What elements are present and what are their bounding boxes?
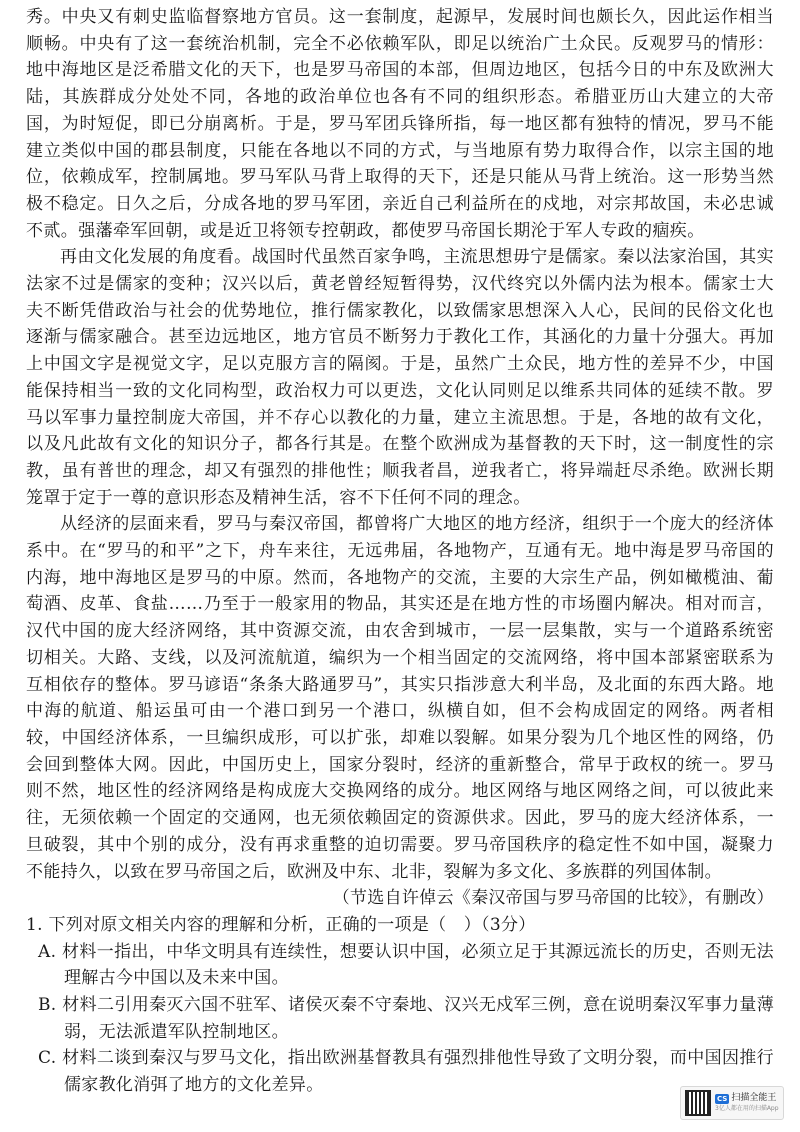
option-b: B. 材料二引用秦灭六国不驻军、诸侯灭秦不守秦地、汉兴无戍军三例，意在说明秦汉军事力量薄弱，无法派遣军队控制地区。 [38,995,774,1042]
camscanner-logo-icon: CS [717,1094,728,1103]
paragraph-3: 从经济的层面来看，罗马与秦汉帝国，都曾将广大地区的地方经济，组织于一个庞大的经济体系中。在“罗马的和平”之下，舟车来往，无远弗届，各地物产，互通有无。地中海是罗马帝国的内海，地中海地区是罗马的中原。然而，各地物产的交流，主要的大宗生产品，例如橄榄油、葡萄酒、皮革、食盐……乃至于一般家用的物品，其实还是在地方性的市场圈内解决。相对而言，汉代中国的庞大经济网络，其中资源交流，由农舍到城市，一层一层集散，实与一个道路系统密切相关。大路、支线，以及河流航道，编织为一个相当固定的交流网络，将中国本部紧密联系为互相依存的整体。罗马谚语“条条大路通罗马”，其实只指涉意大利半岛，及北面的东西大路。地中海的航道、船运虽可由一个港口到另一个港口，纵横自如，但不会构成固定的网络。两者相较，中国经济体系，一旦编织成形，可以扩张，却难以裂解。如果分裂为几个地区性的网络，仍会回到整体大网。因此，中国历史上，国家分裂时，经济的重新整合，常早于政权的统一。罗马则不然，地区性的经济网络是构成庞大交换网络的成分。地区网络与地区网络之间，可以彼此来往，无须依赖一个固定的交通网，也无须依赖固定的资源供求。因此，罗马的庞大经济体系，一旦破裂，其中个别的成分，没有再求重整的迫切需要。罗马帝国秩序的稳定性不如中国，凝聚力不能持久，以致在罗马帝国之后，欧洲及中东、北非，裂解为多文化、多族群的列国体制。 [26,514,774,882]
scanner-watermark [680,1086,784,1120]
paragraph-1: 秀。中央又有刺史监临督察地方官员。这一套制度，起源早，发展时间也颇长久，因此运作相当顺畅。中央有了这一套统治机制，完全不必依赖军队，即足以统治广土众民。反观罗马的情形：地中海地区是泛希腊文化的天下，也是罗马帝国的本部，但周边地区，包括今日的中东及欧洲大陆，其族群成分处处不同，各地的政治单位也各有不同的组织形态。希腊亚历山大建立的大帝国，为时短促，即已分崩离析。于是，罗马军团兵锋所指，每一地区都有独特的情况，罗马不能建立类似中国的郡县制度，只能在各地以不同的方式，与当地原有势力取得合作，以宗主国的地位，依赖成军，控制属地。罗马军队马背上取得的天下，还是只能从马背上统治。这一形势当然极不稳定。日久之后，分成各地的罗马军团，亲近自己利益所在的戍地，对宗邦故国，未必忠诚不贰。强藩牵军回朝，或是近卫将领专控朝政，都使罗马帝国长期沦于军人专政的痼疾。 [26,7,774,241]
option-a: A. 材料一指出，中华文明具有连续性，想要认识中国，必须立足于其源远流长的历史，否则无法理解古今中国以及未来中国。 [38,941,774,989]
option-c: C. 材料二谈到秦汉与罗马文化，指出欧洲基督教具有强烈排他性导致了文明分裂，而中国因推行儒家教化消弭了地方的文化差异。 [38,1048,774,1096]
qr-code-icon [685,1090,711,1116]
paragraph-2: 再由文化发展的角度看。战国时代虽然百家争鸣，主流思想毋宁是儒家。秦以法家治国，其实法家不过是儒家的变种；汉兴以后，黄老曾经短暂得势，汉代终究以外儒内法为根本。儒家士大夫不断凭借政治与社会的优势地位，推行儒家教化，以致儒家思想深入人心，民间的民俗文化也逐渐与儒家融合。甚至边远地区，地方官员不断努力于教化工作，其涵化的力量十分强大。再加上中国文字是视觉文字，足以克服方言的隔阂。于是，虽然广土众民，地方性的差异不少，中国能保持相当一致的文化同构型，政治权力可以更迭，文化认同则足以维系共同体的延续不散。罗马以军事力量控制庞大帝国，并不存心以教化的力量，建立主流思想。于是，各地的故有文化，以及凡此故有文化的知识分子，都各行其是。在整个欧洲成为基督教的天下时，这一制度性的宗教，虽有普世的理念，却又有强烈的排他性；顺我者昌，逆我者亡，将异端赶尽杀绝。欧洲长期笼罩于定于一尊的意识形态及精神生活，容不下任何不同的理念。 [26,247,774,508]
watermark-subtitle: 3亿人都在用的扫描App [715,1105,779,1112]
source-citation: （节选自许倬云《秦汉帝国与罗马帝国的比较》，有删改） [332,888,774,909]
document-page [26,4,774,1099]
watermark-title: 扫描全能王 [731,1093,777,1103]
question-stem: 1. 下列对原文相关内容的理解和分析，正确的一项是（ ）（3分） [26,914,536,935]
